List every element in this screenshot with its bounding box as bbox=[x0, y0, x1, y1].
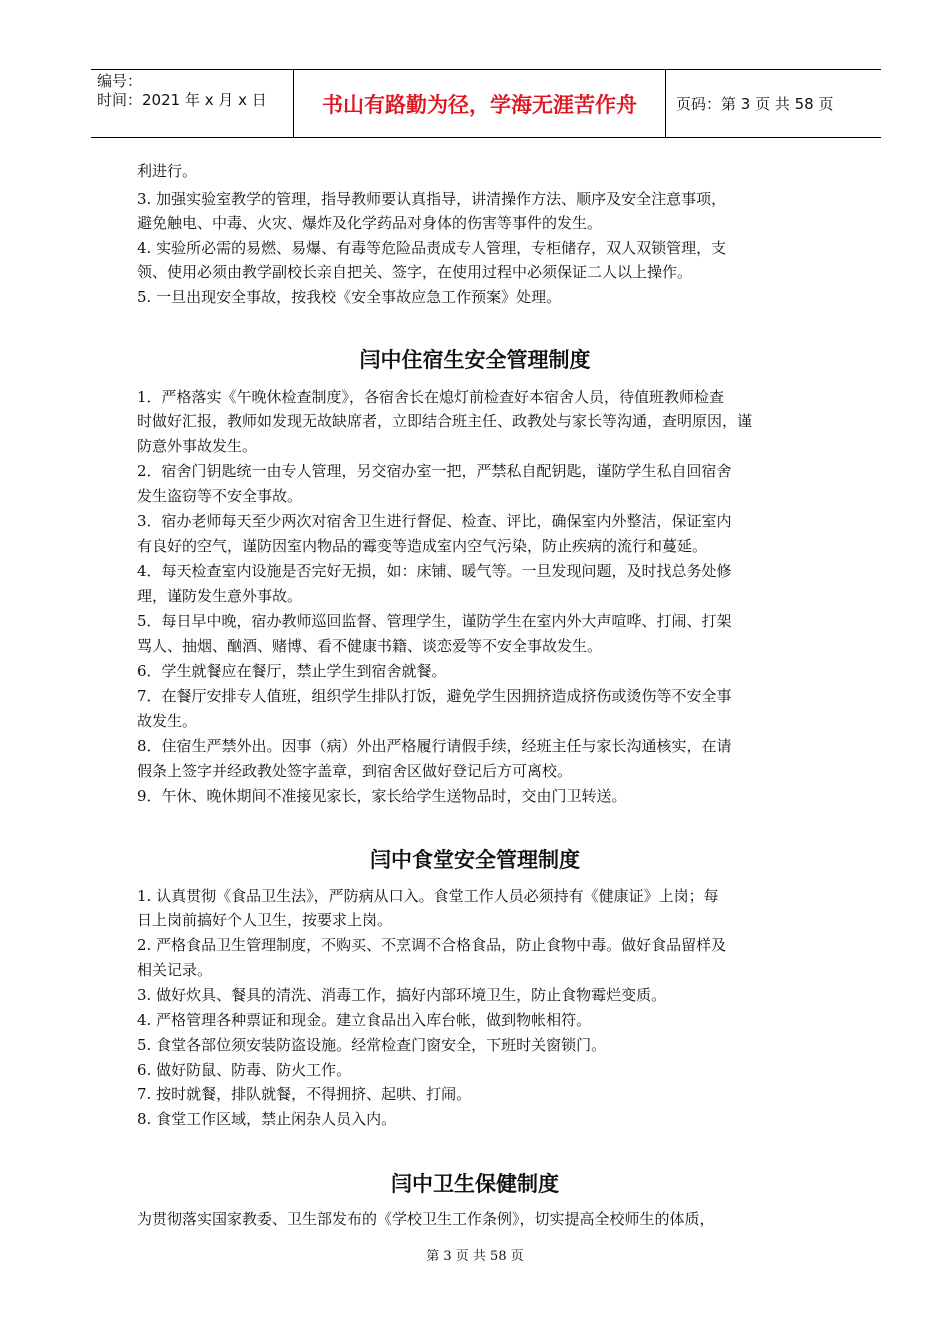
paragraph-line: 故发生。 bbox=[137, 712, 198, 730]
paragraph-line: 2. 严格食品卫生管理制度，不购买、不烹调不合格食品，防止食物中毒。做好食品留样及 bbox=[137, 936, 727, 954]
paragraph-line: 利进行。 bbox=[137, 162, 198, 180]
header-meta bbox=[91, 70, 293, 137]
paragraph-line: 8. 食堂工作区域，禁止闲杂人员入内。 bbox=[137, 1110, 397, 1128]
paragraph-line: 日上岗前搞好个人卫生，按要求上岗。 bbox=[137, 911, 393, 929]
paragraph-line: 6. 做好防鼠、防毒、防火工作。 bbox=[137, 1061, 352, 1079]
section-heading: 闫中住宿生安全管理制度 bbox=[359, 348, 591, 372]
paragraph-line: 相关记录。 bbox=[137, 961, 213, 979]
paragraph-line: 领、使用必须由教学副校长亲自把关、签字，在使用过程中必须保证二人以上操作。 bbox=[137, 263, 693, 281]
header-motto: 书山有路勤为径，学海无涯苦作舟 bbox=[293, 70, 666, 137]
paragraph-line: 5. 食堂各部位须安装防盗设施。经常检查门窗安全，下班时关窗锁门。 bbox=[137, 1036, 607, 1054]
paragraph-line: 发生盗窃等不安全事故。 bbox=[137, 487, 303, 505]
paragraph-line: 4. 严格管理各种票证和现金。建立食品出入库台帐，做到物帐相符。 bbox=[137, 1011, 592, 1029]
paragraph-line: 防意外事故发生。 bbox=[137, 437, 258, 455]
paragraph-line: 假条上签字并经政教处签字盖章，到宿舍区做好登记后方可离校。 bbox=[137, 762, 573, 780]
section-heading: 闫中食堂安全管理制度 bbox=[370, 848, 580, 872]
paragraph-line: 7．在餐厅安排专人值班，组织学生排队打饭，避免学生因拥挤造成挤伤或烫伤等不安全事 bbox=[137, 687, 732, 705]
page-header bbox=[91, 69, 881, 138]
paragraph-line: 4. 实验所必需的易燃、易爆、有毒等危险品责成专人管理，专柜储存，双人双锁管理，支 bbox=[137, 239, 727, 257]
paragraph-line: 3. 加强实验室教学的管理，指导教师要认真指导，讲清操作方法、顺序及安全注意事项， bbox=[137, 190, 727, 208]
paragraph-line: 3. 做好炊具、餐具的清洗、消毒工作，搞好内部环境卫生，防止食物霉烂变质。 bbox=[137, 986, 667, 1004]
header-page-label: 页码：第 3 页 共 58 页 bbox=[676, 95, 834, 113]
paragraph-line: 1. 认真贯彻《食品卫生法》，严防病从口入。食堂工作人员必须持有《健康证》上岗；每 bbox=[137, 887, 719, 905]
paragraph-line: 3．宿办老师每天至少两次对宿舍卫生进行督促、检查、评比，确保室内外整洁，保证室内 bbox=[137, 512, 732, 530]
doc-number-label: 编号： bbox=[97, 72, 143, 90]
paragraph-line: 6．学生就餐应在餐厅，禁止学生到宿舍就餐。 bbox=[137, 662, 447, 680]
paragraph-line: 1．严格落实《午晚休检查制度》，各宿舍长在熄灯前检查好本宿舍人员，待值班教师检查 bbox=[137, 388, 725, 406]
section-heading: 闫中卫生保健制度 bbox=[391, 1172, 559, 1196]
paragraph-line: 理，谨防发生意外事故。 bbox=[137, 587, 303, 605]
paragraph-line: 2．宿舍门钥匙统一由专人管理，另交宿办室一把，严禁私自配钥匙，谨防学生私自回宿舍 bbox=[137, 462, 732, 480]
paragraph-line: 7. 按时就餐，排队就餐，不得拥挤、起哄、打闹。 bbox=[137, 1085, 472, 1103]
paragraph-line: 8．住宿生严禁外出。因事（病）外出严格履行请假手续，经班主任与家长沟通核实，在请 bbox=[137, 737, 732, 755]
paragraph-line: 避免触电、中毒、火灾、爆炸及化学药品对身体的伤害等事件的发生。 bbox=[137, 214, 603, 232]
paragraph-line: 5．每日早中晚，宿办教师巡回监督、管理学生，谨防学生在室内外大声喧哗、打闹、打架 bbox=[137, 612, 732, 630]
paragraph-line: 时做好汇报，教师如发现无故缺席者，立即结合班主任、政教处与家长等沟通，查明原因，谨 bbox=[137, 412, 753, 430]
paragraph-line: 有良好的空气，谨防因室内物品的霉变等造成室内空气污染，防止疾病的流行和蔓延。 bbox=[137, 537, 708, 555]
paragraph-line: 5. 一旦出现安全事故，按我校《安全事故应急工作预案》处理。 bbox=[137, 288, 562, 306]
paragraph-line: 骂人、抽烟、酗酒、赌博、看不健康书籍、谈恋爱等不安全事故发生。 bbox=[137, 637, 603, 655]
paragraph-line: 为贯彻落实国家教委、卫生部发布的《学校卫生工作条例》，切实提高全校师生的体质， bbox=[137, 1210, 715, 1228]
paragraph-line: 9．午休、晚休期间不准接见家长，家长给学生送物品时，交由门卫转送。 bbox=[137, 787, 627, 805]
doc-time-label: 时间：2021 年 x 月 x 日 bbox=[97, 91, 267, 109]
paragraph-line: 4．每天检查室内设施是否完好无损，如：床铺、暖气等。一旦发现问题，及时找总务处修 bbox=[137, 562, 732, 580]
page-footer: 第 3 页 共 58 页 bbox=[426, 1249, 524, 1264]
